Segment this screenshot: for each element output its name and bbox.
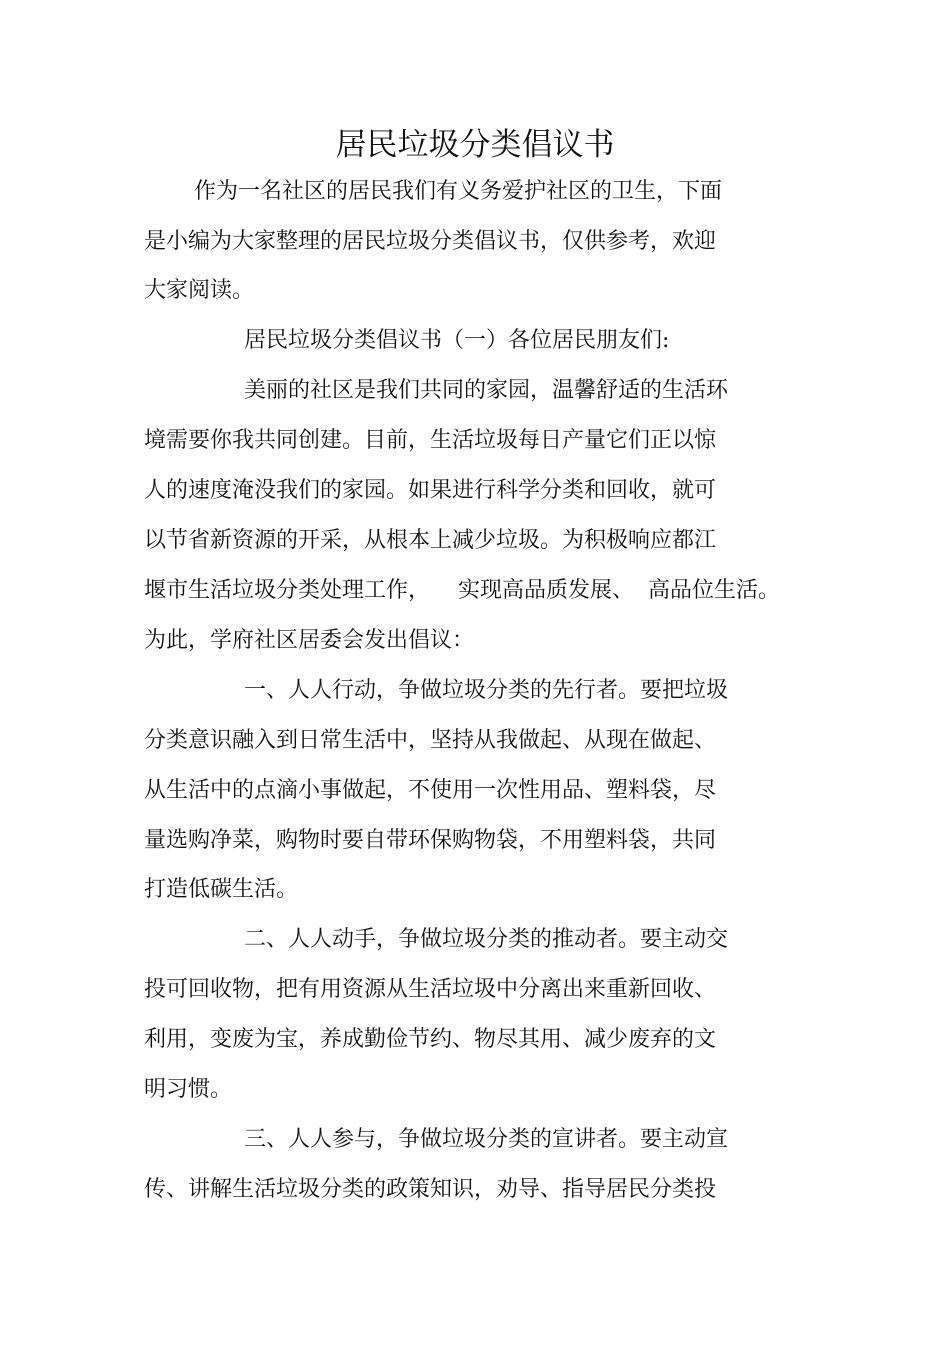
paragraph-line: 堰市生活垃圾分类处理工作， 实现高品质发展、 高品位生活。 xyxy=(144,578,780,603)
paragraph-line: 明习惯。 xyxy=(144,1077,233,1102)
document-title: 居民垃圾分类倡议书 xyxy=(335,127,615,163)
paragraph-line: 利用，变废为宝，养成勤俭节约、物尽其用、减少废弃的文 xyxy=(144,1027,717,1052)
paragraph-line: 打造低碳生活。 xyxy=(144,877,299,902)
paragraph-line: 境需要你我共同创建。目前，生活垃圾每日产量它们正以惊 xyxy=(144,428,717,453)
paragraph-line: 作为一名社区的居民我们有义务爱护社区的卫生，下面 xyxy=(194,179,723,204)
paragraph-line: 三、人人参与，争做垃圾分类的宣讲者。要主动宣 xyxy=(244,1127,729,1152)
paragraph-line: 是小编为大家整理的居民垃圾分类倡议书，仅供参考，欢迎 xyxy=(144,229,717,254)
paragraph-line: 大家阅读。 xyxy=(144,278,255,303)
paragraph-line: 传、讲解生活垃圾分类的政策知识，劝导、指导居民分类投 xyxy=(144,1177,717,1202)
paragraph-line: 分类意识融入到日常生活中，坚持从我做起、从现在做起、 xyxy=(144,728,717,753)
paragraph-line: 量选购净菜，购物时要自带环保购物袋，不用塑料袋，共同 xyxy=(144,828,717,853)
paragraph-line: 投可回收物，把有用资源从生活垃圾中分离出来重新回收、 xyxy=(144,977,717,1002)
paragraph-line: 一、人人行动，争做垃圾分类的先行者。要把垃圾 xyxy=(244,678,729,703)
paragraph-line: 人的速度淹没我们的家园。如果进行科学分类和回收，就可 xyxy=(144,478,717,503)
paragraph-line: 以节省新资源的开采，从根本上减少垃圾。为积极响应都江 xyxy=(144,528,717,553)
paragraph-line: 从生活中的点滴小事做起，不使用一次性用品、塑料袋，尽 xyxy=(144,778,717,803)
paragraph-line: 为此，学府社区居委会发出倡议： xyxy=(144,628,475,653)
section-heading: 居民垃圾分类倡议书（一）各位居民朋友们: xyxy=(244,328,670,353)
paragraph-line: 二、人人动手，争做垃圾分类的推动者。要主动交 xyxy=(244,927,729,952)
paragraph-line: 美丽的社区是我们共同的家园，温馨舒适的生活环 xyxy=(244,378,729,403)
